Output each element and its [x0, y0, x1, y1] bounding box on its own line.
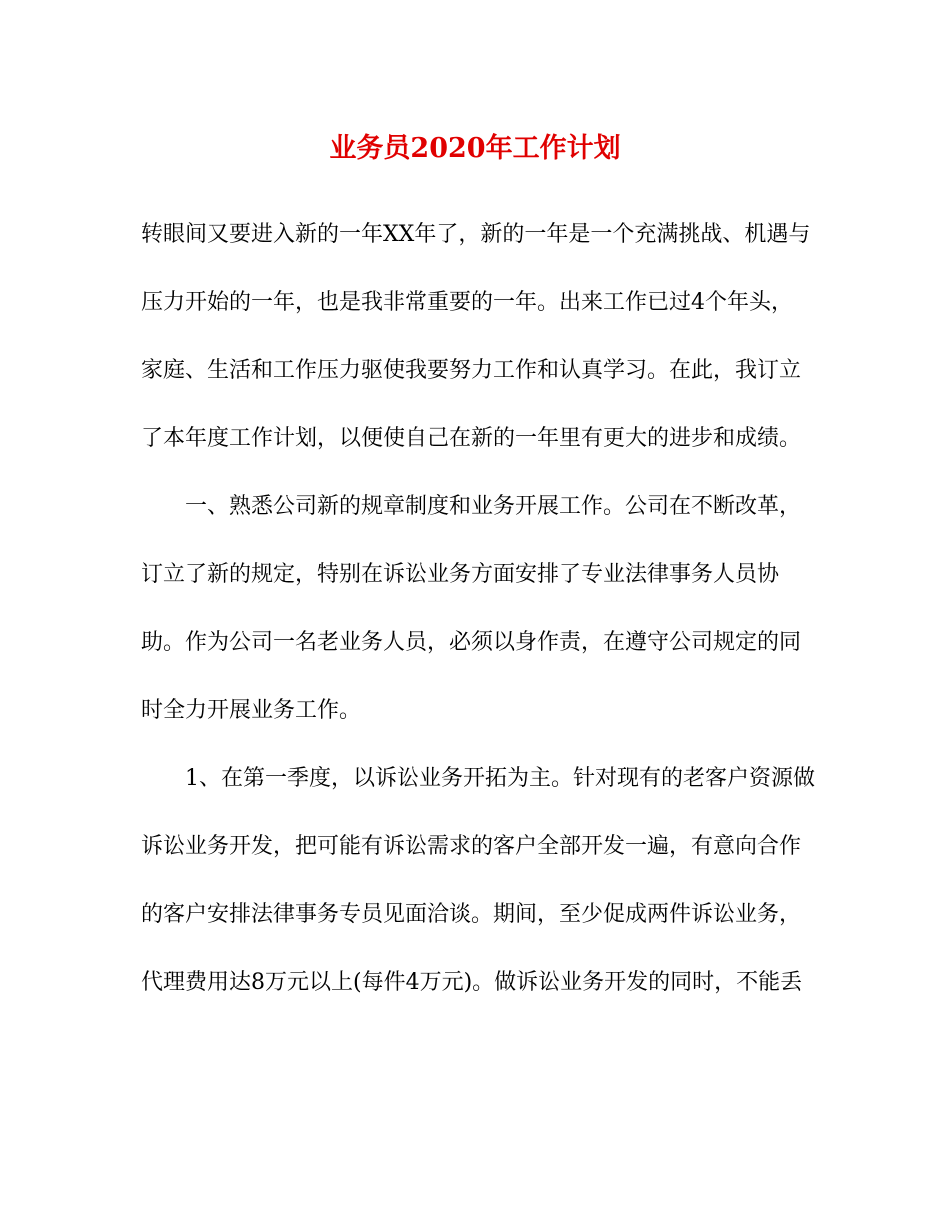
- paragraph-line: 诉讼业务开发，把可能有诉讼需求的客户全部开发一遍，有意向合作: [141, 834, 802, 859]
- paragraph-line: 家庭、生活和工作压力驱使我要努力工作和认真学习。在此，我订立: [141, 358, 802, 383]
- paragraph-line: 助。作为公司一名老业务人员，必须以身作责，在遵守公司规定的同: [141, 630, 802, 655]
- paragraph-line: 1、在第一季度，以诉讼业务开拓为主。针对现有的老客户资源做: [185, 766, 815, 791]
- paragraph-line: 转眼间又要进入新的一年XX年了，新的一年是一个充满挑战、机遇与: [141, 222, 811, 247]
- paragraph-line: 一、熟悉公司新的规章制度和业务开展工作。公司在不断改革，: [185, 494, 802, 519]
- document-body: [141, 217, 821, 1033]
- paragraph-line: 了本年度工作计划，以便使自己在新的一年里有更大的进步和成绩。: [141, 426, 802, 451]
- document-title: 业务员2020年工作计划: [329, 133, 621, 164]
- paragraph-line: 时全力开展业务工作。: [141, 698, 362, 723]
- paragraph-line: 压力开始的一年，也是我非常重要的一年。出来工作已过4个年头，: [141, 290, 793, 315]
- paragraph-line: 的客户安排法律事务专员见面洽谈。期间，至少促成两件诉讼业务，: [141, 902, 802, 927]
- paragraph-line: 代理费用达8万元以上(每件4万元)。做诉讼业务开发的同时，不能丢: [141, 970, 803, 995]
- paragraph-line: 订立了新的规定，特别在诉讼业务方面安排了专业法律事务人员协: [141, 562, 780, 587]
